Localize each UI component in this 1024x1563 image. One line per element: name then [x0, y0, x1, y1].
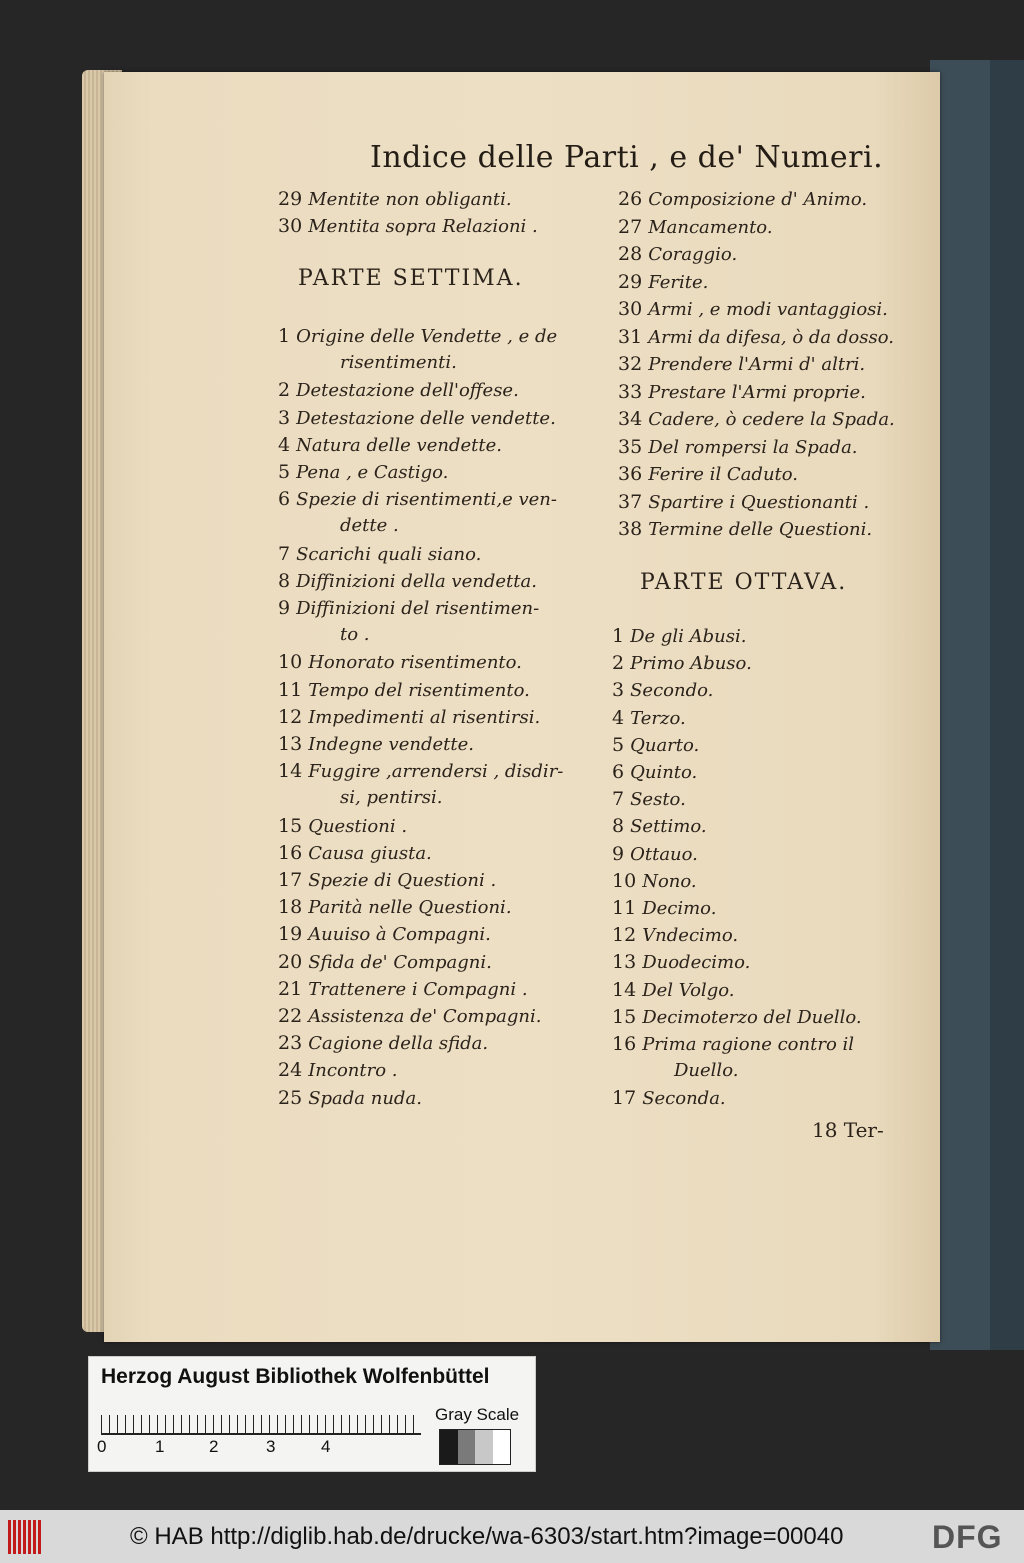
index-entry — [612, 761, 697, 783]
gray-scale-label: Gray Scale — [435, 1405, 520, 1424]
entry-text: Ferite. — [648, 271, 709, 293]
entry-text: Detestazione dell'offese. — [296, 380, 519, 402]
entry-text: Quinto. — [630, 762, 698, 783]
index-entry — [618, 216, 773, 238]
entry-number: 23 — [278, 1032, 303, 1055]
index-entry — [612, 1006, 862, 1028]
index-entry — [278, 869, 496, 891]
entry-number: 12 — [612, 924, 637, 947]
entry-text: Scarichi quali siano. — [296, 543, 482, 565]
index-entry — [618, 298, 888, 320]
index-entry — [278, 787, 443, 808]
entry-text: Questioni . — [308, 815, 408, 837]
entry-number: 31 — [618, 325, 643, 348]
index-entry — [612, 1060, 738, 1081]
entry-text: Detestazione delle vendette. — [296, 407, 556, 429]
gray-swatch — [458, 1430, 476, 1464]
entry-number: 16 — [278, 841, 303, 864]
page-header: Indice delle Parti , e de' Numeri. — [370, 140, 884, 175]
index-entry — [278, 407, 556, 429]
index-entry — [278, 624, 370, 645]
entry-text: Duodecimo. — [642, 952, 751, 974]
entry-number: 6 — [278, 488, 291, 511]
entry-number: 20 — [278, 950, 303, 973]
entry-text: Prima ragione contro il — [642, 1034, 855, 1055]
entry-number: 18 — [278, 896, 303, 919]
entry-text: Diffinizioni della vendetta. — [296, 570, 537, 592]
entry-text: Causa giusta. — [308, 842, 432, 864]
scale-number: 2 — [209, 1437, 219, 1456]
index-entry — [278, 488, 557, 510]
index-entry — [618, 381, 866, 403]
entry-text: Origine delle Vendette , e de — [296, 326, 558, 347]
index-entry — [278, 951, 492, 973]
entry-number: 3 — [612, 679, 625, 702]
index-entry — [612, 652, 752, 674]
index-entry — [618, 463, 798, 485]
index-entry — [612, 707, 686, 729]
entry-number: 15 — [612, 1005, 637, 1028]
dfg-logo: DFG — [932, 1519, 1003, 1555]
scale-number: 0 — [97, 1437, 107, 1456]
entry-number: 2 — [278, 379, 291, 402]
index-entry — [612, 951, 750, 973]
entry-text: Armi , e modi vantaggiosi. — [648, 299, 888, 320]
entry-text: Natura delle vendette. — [296, 434, 502, 456]
gray-swatch — [493, 1430, 511, 1464]
index-entry — [278, 706, 540, 728]
entry-text: Ferire il Caduto. — [648, 464, 799, 485]
entry-text: risentimenti. — [340, 352, 457, 374]
entry-number: 14 — [612, 978, 637, 1001]
entry-text: Secondo. — [630, 680, 714, 702]
entry-number: 5 — [278, 461, 291, 483]
entry-number: 14 — [278, 760, 303, 783]
index-entry — [612, 788, 686, 810]
entry-text: Prendere l'Armi d' altri. — [648, 354, 866, 375]
scale-number: 1 — [155, 1437, 165, 1456]
entry-text: De gli Abusi. — [630, 626, 747, 647]
index-entry — [278, 434, 502, 456]
entry-text: Settimo. — [630, 816, 707, 838]
entry-text: Tempo del risentimento. — [308, 679, 530, 701]
entry-text: Spartire i Questionanti . — [648, 491, 870, 513]
index-entry — [618, 188, 867, 210]
entry-text: Cagione della sfida. — [308, 1033, 489, 1055]
entry-number: 8 — [612, 815, 625, 838]
index-entry — [278, 215, 538, 237]
entry-text: Sfida de' Compagni. — [308, 951, 492, 973]
entry-number: 9 — [612, 842, 625, 865]
index-entry — [278, 515, 399, 536]
entry-text: Terzo. — [630, 707, 686, 729]
entry-number: 24 — [278, 1059, 303, 1082]
hab-logo-icon — [8, 1520, 42, 1554]
entry-number: 9 — [278, 597, 291, 619]
binding-board-edge — [990, 60, 1024, 1350]
index-entry — [278, 1059, 398, 1081]
index-entry — [278, 760, 563, 782]
index-entry — [278, 923, 491, 945]
entry-text: Auuiso à Compagni. — [308, 924, 491, 946]
entry-text: Indegne vendette. — [308, 734, 474, 755]
scale-number: 4 — [321, 1437, 331, 1456]
entry-text: Spezie di Questioni . — [308, 870, 497, 891]
entry-number: 13 — [612, 951, 637, 974]
color-card — [88, 1356, 536, 1472]
entry-number: 32 — [618, 353, 643, 375]
index-entry — [612, 734, 699, 756]
index-entry — [612, 815, 707, 837]
entry-text: Termine delle Questioni. — [648, 519, 873, 540]
entry-text: Spezie di risentimenti,e ven- — [296, 489, 557, 511]
index-entry — [278, 188, 512, 210]
index-entry — [612, 625, 747, 647]
catchword: 18 Ter- — [812, 1118, 884, 1142]
entry-number: 12 — [278, 705, 303, 728]
index-entry — [618, 436, 858, 458]
entry-number: 6 — [612, 761, 625, 783]
entry-number: 5 — [612, 733, 625, 756]
index-entry — [278, 1087, 422, 1109]
footer-bar — [0, 1510, 1024, 1563]
index-entry — [278, 978, 528, 1000]
entry-number: 1 — [612, 625, 625, 647]
entry-number: 21 — [278, 977, 303, 1000]
entry-number: 8 — [278, 569, 291, 592]
index-entry — [278, 325, 557, 347]
entry-number: 11 — [278, 678, 303, 701]
index-entry — [278, 461, 448, 483]
entry-text: Fuggire ,arrendersi , disdir- — [308, 761, 564, 783]
entry-text: Primo Abuso. — [630, 653, 752, 675]
gray-swatch — [475, 1430, 493, 1464]
entry-text: Spada nuda. — [308, 1087, 422, 1109]
index-entry — [278, 597, 539, 619]
entry-text: Assistenza de' Compagni. — [308, 1006, 542, 1027]
index-entry — [278, 679, 530, 701]
entry-number: 25 — [278, 1086, 303, 1109]
entry-text: Ottauo. — [630, 843, 698, 865]
index-entry — [618, 326, 894, 348]
index-entry — [278, 1005, 541, 1027]
gray-swatches — [439, 1429, 511, 1465]
entry-number: 33 — [618, 380, 643, 403]
entry-number: 11 — [612, 897, 637, 919]
index-entry — [278, 1032, 488, 1054]
entry-text: Honorato risentimento. — [308, 652, 522, 674]
entry-number: 27 — [618, 215, 643, 238]
index-entry — [278, 733, 474, 755]
index-entry — [612, 1033, 854, 1055]
entry-number: 15 — [278, 814, 303, 837]
entry-number: 17 — [278, 869, 303, 891]
entry-number: 2 — [612, 652, 625, 675]
entry-text: Del rompersi la Spada. — [648, 436, 858, 458]
part-title: PARTE OTTAVA. — [640, 570, 848, 595]
entry-text: Pena , e Castigo. — [296, 462, 449, 483]
entry-text: Coraggio. — [648, 244, 738, 265]
index-entry — [618, 408, 895, 430]
entry-number: 10 — [612, 869, 637, 892]
index-entry — [278, 352, 457, 373]
index-entry — [278, 842, 432, 864]
index-entry — [618, 243, 737, 265]
part-title: PARTE SETTIMA. — [298, 266, 524, 291]
index-entry — [278, 570, 537, 592]
index-entry — [618, 491, 869, 513]
entry-text: Del Volgo. — [642, 979, 735, 1001]
entry-number: 29 — [278, 188, 303, 210]
entry-text: Seconda. — [642, 1088, 726, 1110]
entry-text: Duello. — [674, 1060, 739, 1082]
index-entry — [612, 870, 697, 892]
entry-number: 38 — [618, 518, 643, 540]
entry-number: 29 — [618, 270, 643, 293]
entry-text: Diffinizioni del risentimen- — [296, 598, 540, 619]
index-entry — [612, 1087, 726, 1109]
entry-number: 4 — [612, 706, 625, 729]
index-entry — [612, 979, 734, 1001]
index-entry — [278, 379, 519, 401]
entry-text: dette . — [340, 515, 399, 537]
gray-swatch — [440, 1430, 458, 1464]
entry-text: Prestare l'Armi proprie. — [648, 381, 866, 403]
entry-number: 22 — [278, 1005, 303, 1027]
entry-text: si, pentirsi. — [340, 787, 443, 809]
entry-number: 28 — [618, 243, 643, 265]
entry-number: 7 — [612, 788, 625, 811]
entry-number: 30 — [278, 215, 303, 237]
footer-citation: © HAB http://diglib.hab.de/drucke/wa-6303/start.htm?image=00040 — [130, 1523, 844, 1550]
entry-number: 36 — [618, 463, 643, 485]
entry-number: 19 — [278, 923, 303, 946]
entry-number: 3 — [278, 406, 291, 429]
index-entry — [618, 518, 872, 540]
index-entry — [612, 679, 713, 701]
entry-number: 4 — [278, 433, 291, 456]
entry-text: Armi da difesa, ò da dosso. — [648, 326, 894, 348]
entry-text: Decimo. — [642, 898, 717, 919]
scale-number: 3 — [266, 1437, 276, 1456]
entry-text: Cadere, ò cedere la Spada. — [648, 409, 895, 430]
entry-text: Decimoterzo del Duello. — [642, 1006, 862, 1028]
entry-text: Nono. — [642, 870, 697, 892]
index-entry — [278, 815, 407, 837]
entry-number: 30 — [618, 298, 643, 320]
index-entry — [612, 897, 716, 919]
entry-text: Sesto. — [630, 789, 686, 811]
entry-number: 13 — [278, 733, 303, 755]
scale-ruler — [101, 1401, 421, 1435]
entry-text: Vndecimo. — [642, 925, 739, 947]
entry-number: 26 — [618, 188, 643, 210]
index-entry — [618, 271, 708, 293]
card-title: Herzog August Bibliothek Wolfenbüttel — [101, 1365, 490, 1388]
index-entry — [278, 896, 512, 918]
entry-number: 35 — [618, 435, 643, 458]
index-entry — [278, 543, 481, 565]
index-entry — [278, 651, 522, 673]
entry-number: 10 — [278, 651, 303, 674]
entry-number: 7 — [278, 542, 291, 565]
entry-text: to . — [340, 624, 370, 646]
entry-text: Mentita sopra Relazioni . — [308, 216, 538, 237]
entry-number: 34 — [618, 408, 643, 430]
index-entry — [618, 353, 865, 375]
entry-text: Quarto. — [630, 734, 700, 756]
entry-text: Mentite non obliganti. — [308, 189, 512, 210]
entry-text: Composizione d' Animo. — [648, 189, 868, 210]
entry-text: Mancamento. — [648, 216, 773, 238]
entry-text: Parità nelle Questioni. — [308, 897, 512, 919]
entry-text: Trattenere i Compagni . — [308, 978, 528, 1000]
entry-number: 37 — [618, 490, 643, 513]
entry-text: Incontro . — [308, 1060, 398, 1082]
entry-number: 1 — [278, 325, 291, 347]
index-entry — [612, 843, 698, 865]
entry-text: Impedimenti al risentirsi. — [308, 706, 541, 728]
index-entry — [612, 924, 738, 946]
entry-number: 17 — [612, 1087, 637, 1110]
entry-number: 16 — [612, 1033, 637, 1055]
